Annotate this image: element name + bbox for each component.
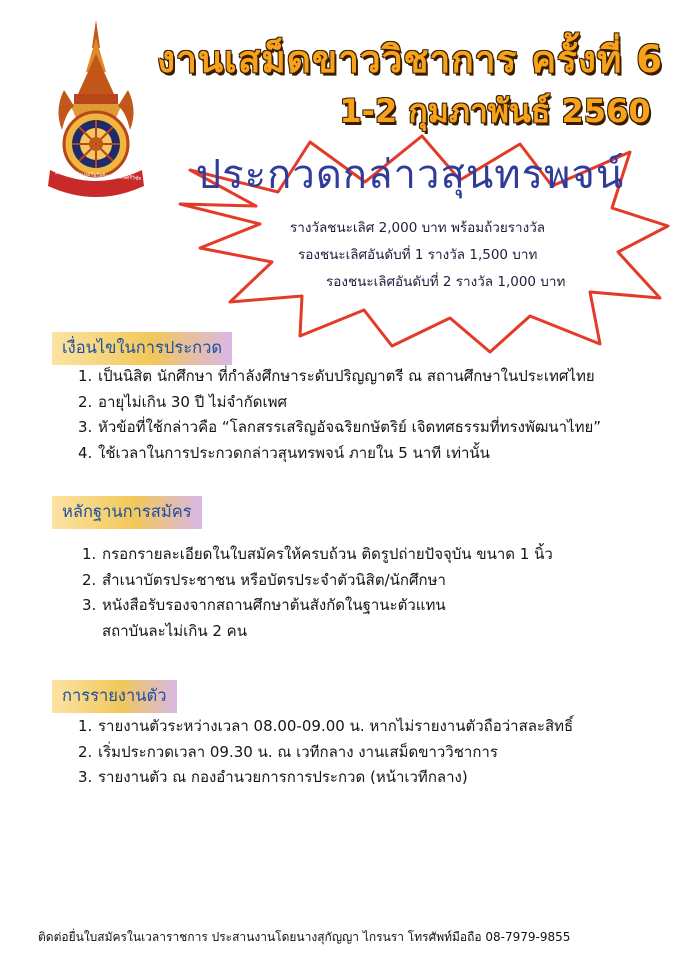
item-number: 3. — [78, 418, 93, 436]
item-continuation: สถาบันละไม่เกิน 2 คน — [102, 621, 247, 640]
reporting-list — [78, 714, 573, 791]
conditions-heading: เงื่อนไขในการประกวด — [52, 332, 232, 365]
item-text: รายงานตัว ณ กองอำนวยการการประกวด (หน้าเวทีกลาง) — [98, 768, 468, 786]
item-number: 2. — [82, 570, 97, 589]
list-item — [78, 364, 601, 390]
list-item — [78, 765, 573, 791]
prize-list — [290, 215, 610, 296]
item-text: อายุไม่เกิน 30 ปี ไม่จำกัดเพศ — [98, 392, 288, 411]
item-number: 3. — [82, 596, 97, 614]
item-text: เริ่มประกวดเวลา 09.30 น. ณ เวทีกลาง งานเสม็ดขาววิชาการ — [98, 742, 498, 761]
contact-footer: ติดต่อยื่นใบสมัครในเวลาราชการ ประสานงานโดยนางสุกัญญา ไกรนรา โทรศัพท์มือถือ 08-7979-9855 — [38, 930, 571, 944]
reporting-heading: การรายงานตัว — [52, 680, 177, 713]
documents-heading: หลักฐานการสมัคร — [52, 496, 202, 529]
event-date: 1-2 กุมภาพันธ์ 2560 — [339, 92, 651, 130]
item-text: รายงานตัวระหว่างเวลา 08.00-09.00 น. หากไม่รายงานตัวถือว่าสละสิทธิ์ — [98, 717, 574, 735]
list-item — [82, 542, 553, 568]
conditions-list — [78, 364, 601, 466]
item-text: กรอกรายละเอียดในใบสมัครให้ครบถ้วน ติดรูปถ่ายปัจจุบัน ขนาด 1 นิ้ว — [102, 545, 553, 563]
prize-third: รองชนะเลิศอันดับที่ 2 รางวัล 1,000 บาท — [326, 274, 566, 290]
item-text: เป็นนิสิต นักศึกษา ที่กำลังศึกษาระดับปริญญาตรี ณ สถานศึกษาในประเทศไทย — [98, 367, 595, 385]
item-number: 3. — [78, 768, 93, 786]
list-item — [78, 740, 573, 766]
item-text: สำเนาบัตรประชาชน หรือบัตรประจำตัวนิสิต/นักศึกษา — [102, 570, 446, 589]
list-item — [82, 568, 553, 594]
item-number: 4. — [78, 443, 93, 462]
logo-text: มหาวิทยาลัยเทคโนโลยีราชมงคลศรีวิชัย — [54, 169, 142, 183]
item-text: หนังสือรับรองจากสถานศึกษาต้นสังกัดในฐานะตัวแทน — [102, 596, 446, 614]
item-number: 1. — [82, 545, 97, 563]
documents-list — [82, 542, 553, 644]
item-number: 2. — [78, 742, 93, 761]
prize-first: รางวัลชนะเลิศ 2,000 บาท พร้อมถ้วยรางวัล — [290, 220, 546, 236]
list-item — [78, 441, 601, 467]
item-number: 1. — [78, 367, 93, 385]
list-item — [78, 390, 601, 416]
list-item — [82, 593, 553, 619]
list-item — [78, 415, 601, 441]
item-text: ใช้เวลาในการประกวดกล่าวสุนทรพจน์ ภายใน 5 นาที เท่านั้น — [98, 443, 490, 462]
event-title: งานเสม็ดขาววิชาการ ครั้งที่ 6 — [157, 38, 663, 81]
item-number: 1. — [78, 717, 93, 735]
item-text: หัวข้อที่ใช้กล่าวคือ “โลกสรรเสริญอัจฉริยกษัตริย์ เจิดทศธรรมที่ทรงพัฒนาไทย” — [98, 418, 602, 436]
prize-second: รองชนะเลิศอันดับที่ 1 รางวัล 1,500 บาท — [298, 247, 538, 263]
item-number: 2. — [78, 392, 93, 411]
list-item — [78, 714, 573, 740]
contest-title: ประกวดกล่าวสุนทรพจน์ — [195, 152, 625, 198]
